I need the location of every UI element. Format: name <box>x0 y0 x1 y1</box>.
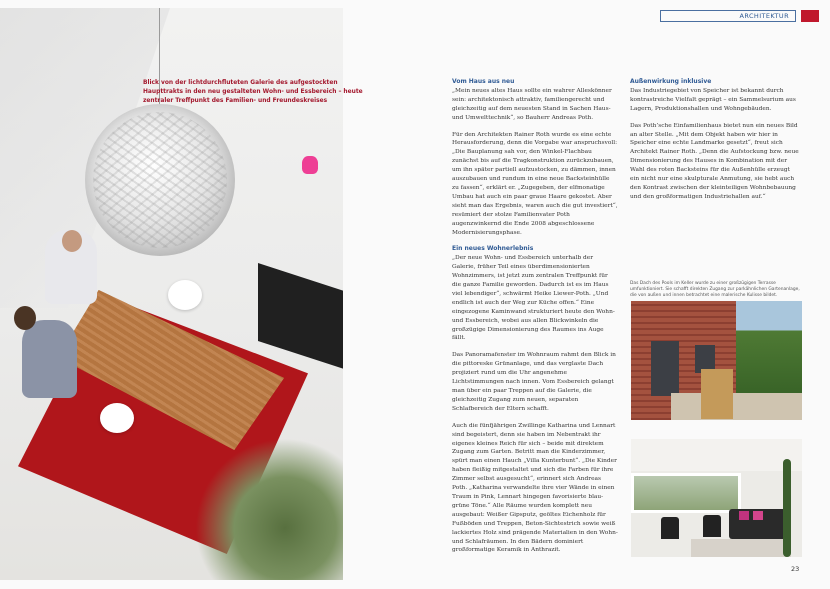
chair <box>100 403 134 433</box>
pink-pillow <box>739 511 749 520</box>
paragraph: „Mein neues altes Haus sollte ein wahrer Alleskönner sein: architektonisch attraktiv, familiengerecht und gleichzeitig auf dem neuesten Stand in Sachen Haus- und Umwelttechnik“, so Bauherr Andreas Poth. <box>452 87 612 121</box>
interior-photo <box>631 439 802 557</box>
main-photo-caption: Blick von der lichtdurchfluteten Galerie des aufgestockten Haupttrakts in den neu gestalteten Wohn- und Essbereich – heute zentraler Treffpunkt des Familien- und Freundeskreises <box>143 80 363 104</box>
cactus-plant <box>783 459 791 557</box>
panorama-window <box>631 473 741 513</box>
subheading: Vom Haus aus neu <box>452 78 515 85</box>
wooden-screen <box>701 369 733 419</box>
subheading: Ein neues Wohnerlebnis <box>452 245 534 253</box>
section-tag: ARCHITEKTUR <box>660 10 796 22</box>
floor-rug <box>691 539 791 557</box>
chandelier-lamp <box>85 104 235 256</box>
text-column-2 <box>630 78 800 210</box>
armchair <box>661 517 679 539</box>
paragraph: Auch die fünfjährigen Zwillinge Katharina und Lennart sind begeistert, denn sie haben im Nebentrakt ihr eigenes kleines Reich für sich – beide mit direktem Zugang zum Garten. Betritt man die Kinderzimmer, spürt man einen Hauch „Villa Kunterbunt“. „Die Kinder haben fleißig mitgestaltet und sich die Farben für ihre Zimmer selbst ausgesucht“, erinnert sich Andreas Poth. „Katharina verwandelte ihre vier Wände in einen Traum in Pink, Lennart hingegen favorisierte blau-grüne Töne.“ Alle Räume wurden komplett neu ausgebaut: Weißer Gipsputz, geöltes Eichenholz für Fußböden und Treppen, Beton-Sichtestrich sowie weiß lackiertes Holz sind prägende Materialien in den Wohn- und Schlafräumen. In den Bädern dominiert großformatige Keramik in Anthrazit. <box>452 422 618 554</box>
plant <box>195 438 343 580</box>
section-accent-block <box>801 10 819 22</box>
page-number: 23 <box>791 565 800 573</box>
person-woman <box>22 320 77 398</box>
pink-pillow <box>753 511 763 520</box>
person-man-head <box>62 230 82 252</box>
paragraph: Das Poth’sche Einfamilienhaus bietet nun ein neues Bild an alter Stelle. „Mit dem Objekt haben wir hier in Speicher eine echte Landmarke gesetzt“, freut sich Architekt Rainer Roth. „Denn die Aufstockung bzw. neue Dimensionierung des Hauses in Kombination mit der Wahl des roten Backsteins für die Außenhülle erzeugt ein nicht nur eine skulpturale Anmutung, sie hebt auch den Kontrast zwischen der kleinteiligen Wohnbebauung und den großformatigen Industriehallen auf.“ <box>630 122 799 200</box>
paragraph: „Der neue Wohn- und Essbereich unterhalb der Galerie, früher Teil eines überdimensionierten Wohnzimmers, ist jetzt zum zentralen Treffpunkt für die ganze Familie geworden. Dadurch ist es im Haus viel lebendiger“, schwärmt Heike Liewer-Poth. „Und endlich ist auch der Weg zur Küche offen.“ Eine eingezogene Kaminwand strukturiert heute den Wohn- und Essbereich, wobei aus allen Blickwinkeln die großzügige Dimensionierung des Raumes ins Auge fällt. <box>452 255 615 342</box>
paragraph: Für den Architekten Rainer Roth wurde es eine echte Herausforderung, denn die Vorgabe war anspruchsvoll: „Die Bauplanung sah vor, den Winkel-Flachbau zunächst bis auf die Tragkonstruktion zurückzubauen, um ihn später partiell aufzustocken, zu dämmen, innen auszubauen und rundum in eine neue Backsteinhülle zu fassen“, erklärt er. „Zugegeben, der elfmonatige Umbau hat auch ein paar graue Haare gekostet. Aber sieht man das Ergebnis, waren auch die gut investiert“, resümiert der stolze Familienvater Poth augenzwinkernd die Ende 2008 abgeschlossene Modernisierungsphase. <box>452 131 618 236</box>
fireplace <box>258 263 343 369</box>
armchair <box>703 515 721 537</box>
window <box>651 341 679 396</box>
terrace-deck <box>671 393 802 420</box>
person-woman-head <box>14 306 36 330</box>
chair <box>168 280 202 310</box>
text-column-1 <box>452 78 618 563</box>
paragraph: Das Industriegebiet von Speicher ist bekannt durch kontrastreiche Vielfalt geprägt – ein Sammelsurium aus Lagern, Produktionshallen und Wohngebäuden. <box>630 87 796 112</box>
pink-toy <box>302 156 318 174</box>
subheading: Außenwirkung inklusive <box>630 78 712 85</box>
paragraph: Das Panoramafenster im Wohnraum rahmt den Blick in die pittoreske Grünanlage, und das verglaste Dach projiziert rund um die Uhr angenehme Lichtstimmungen nach innen. Vom Essbereich gelangt man über ein paar Treppen auf die Galerie, die gleichzeitig Zugang zum neuen, separaten Schlafbereich der Eltern schafft. <box>452 352 616 412</box>
terrace-photo-caption: Das Dach des Pools im Keller wurde zu einer großzügigen Terrasse umfunktioniert. Sie schafft direkten Zugang zur parkähnlichen Gartenanlage, die von außen und innen betrachtet eine malerische Kulisse bildet. <box>630 281 800 298</box>
terrace-photo <box>631 301 802 420</box>
ceiling <box>631 439 802 471</box>
